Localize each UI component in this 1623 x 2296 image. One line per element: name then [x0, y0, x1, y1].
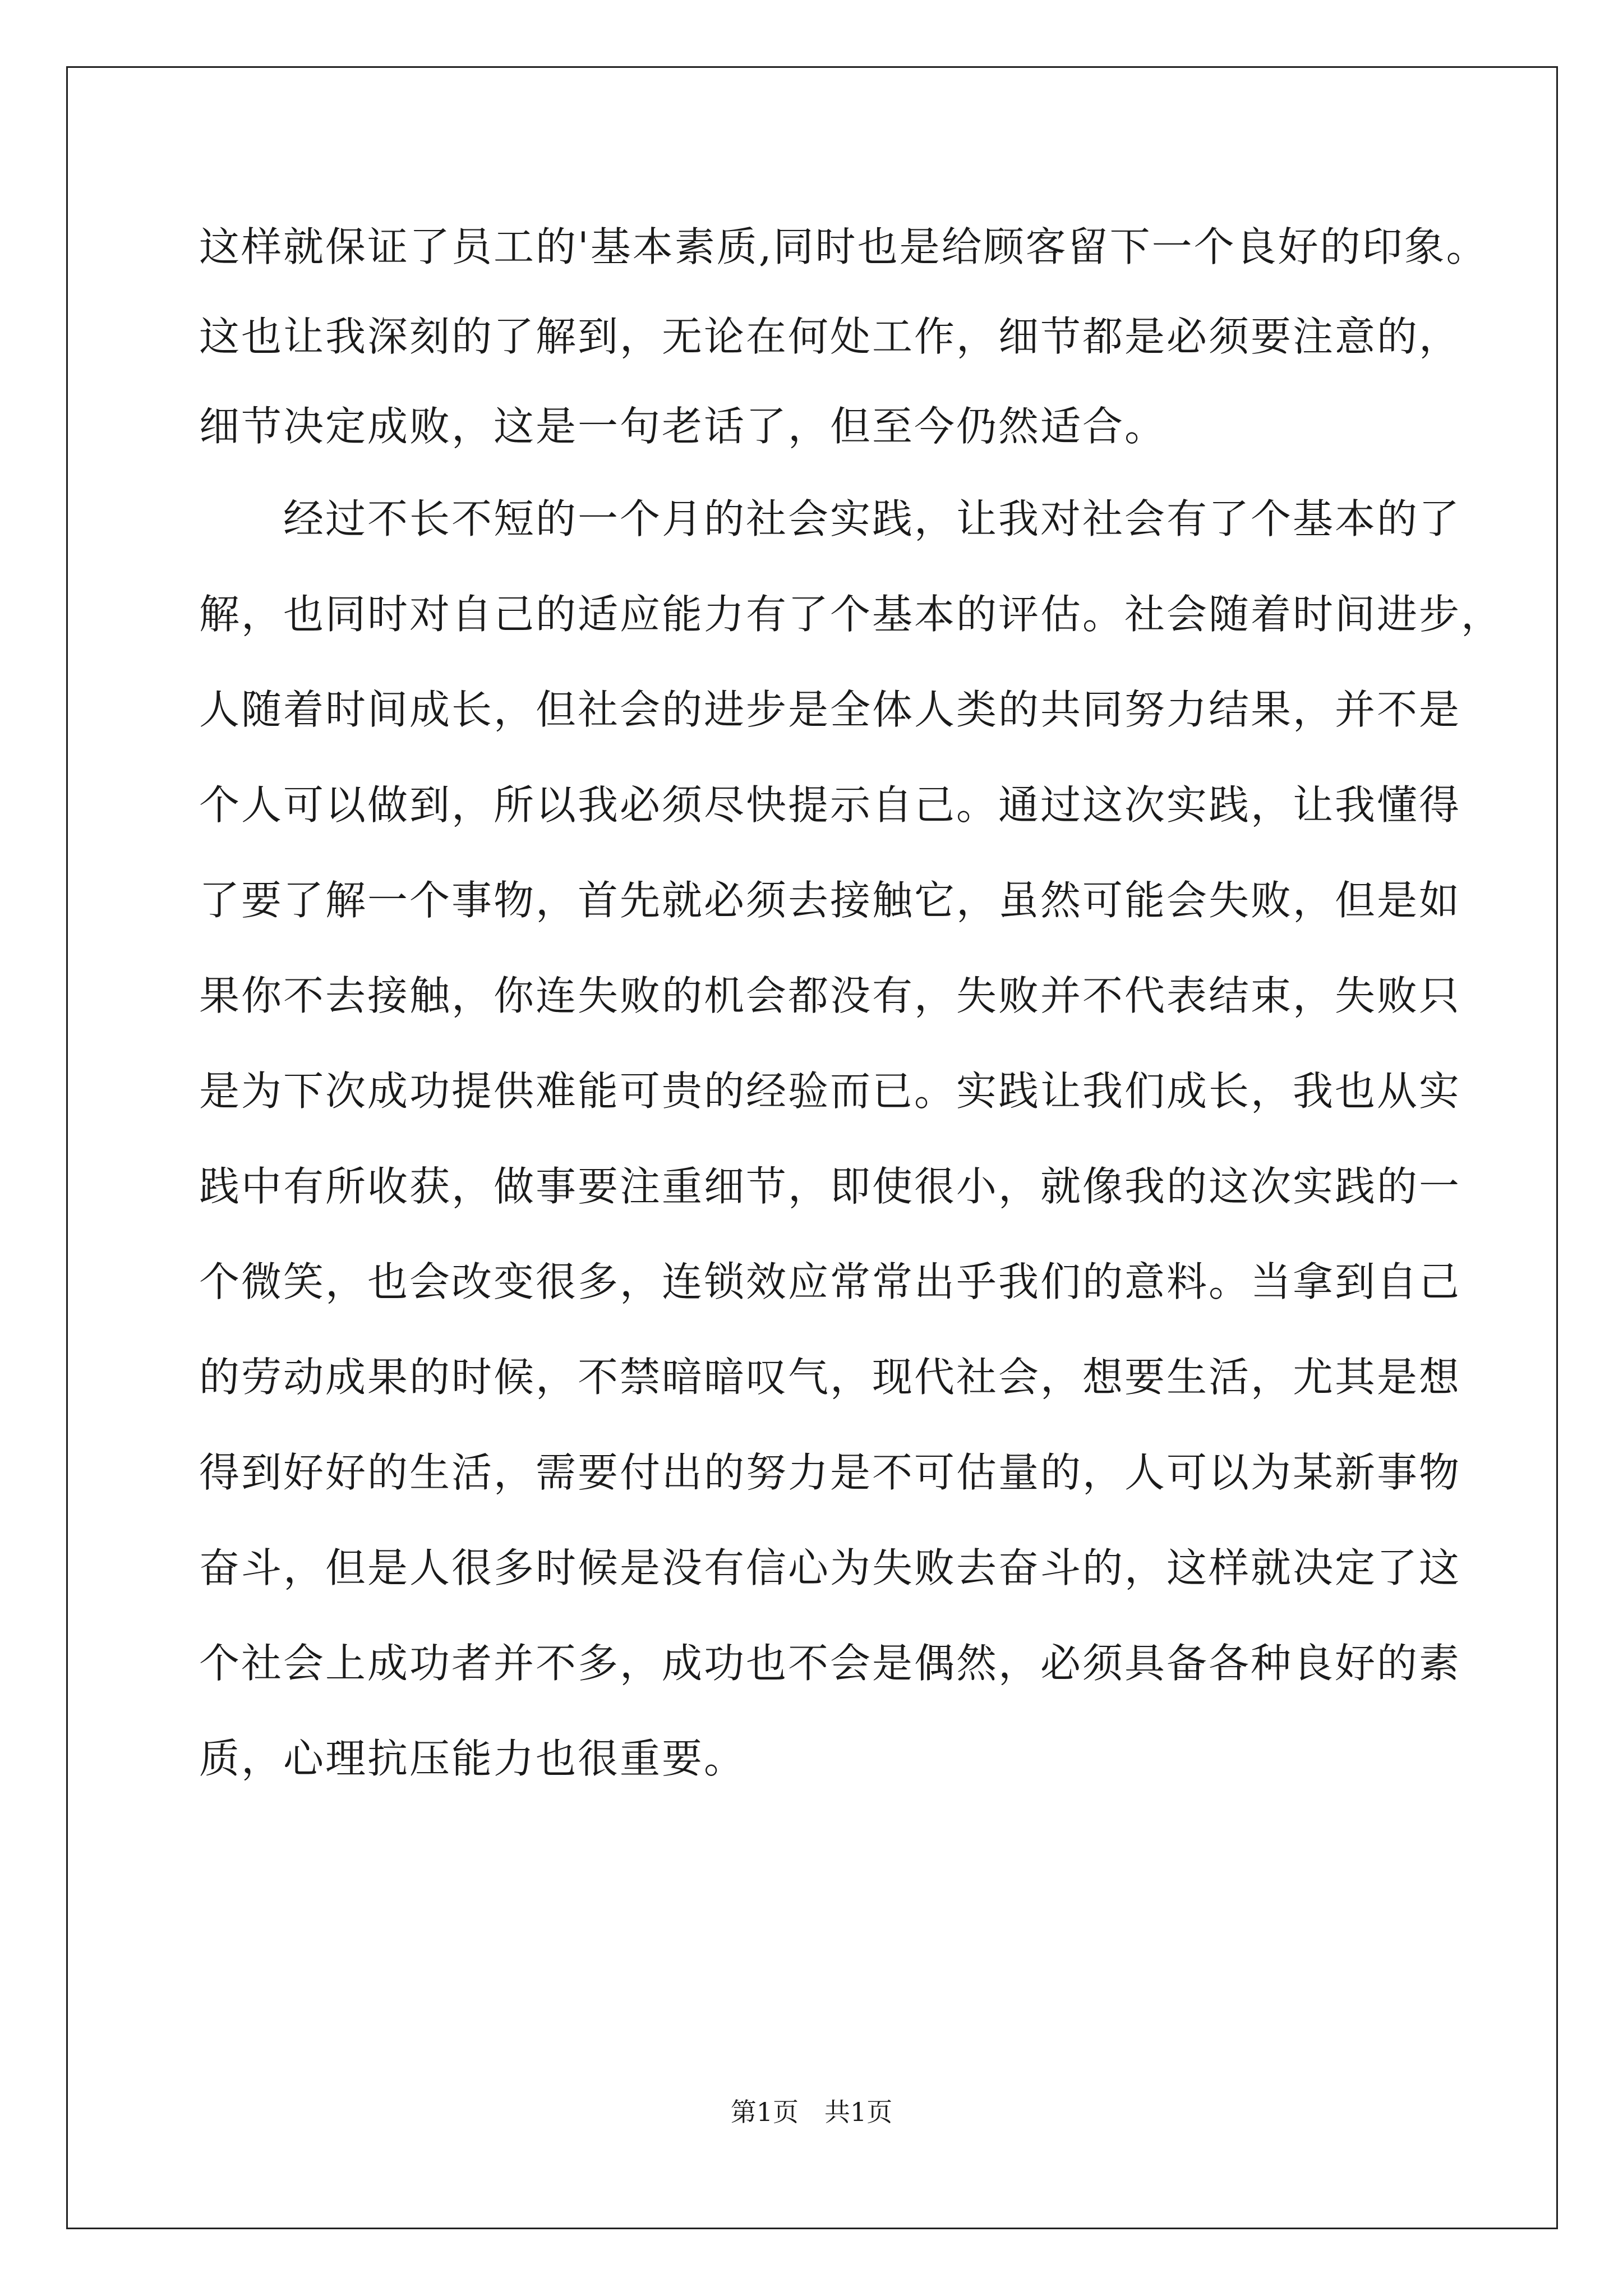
text-line: 人随着时间成长，但社会的进步是全体人类的共同努力结果，并不是 [199, 686, 1461, 733]
text-line: 这也让我深刻的了解到，无论在何处工作，细节都是必须要注意的， [199, 313, 1461, 360]
text-line: 质，心理抗压能力也很重要。 [199, 1735, 746, 1782]
text-line: 解，也同时对自己的适应能力有了个基本的评估。社会随着时间进步， [199, 591, 1504, 638]
text-line: 经过不长不短的一个月的社会实践，让我对社会有了个基本的了 [199, 495, 1461, 542]
page-border [66, 66, 1558, 2229]
text-line: 个人可以做到，所以我必须尽快提示自己。通过这次实践，让我懂得 [199, 781, 1461, 829]
text-line: 果你不去接触，你连失败的机会都没有，失败并不代表结束，失败只 [199, 972, 1461, 1019]
text-line: 个社会上成功者并不多，成功也不会是偶然，必须具备各种良好的素 [199, 1640, 1461, 1687]
text-line: 得到好好的生活，需要付出的努力是不可估量的，人可以为某新事物 [199, 1449, 1461, 1496]
text-line: 细节决定成败，这是一句老话了，但至今仍然适合。 [199, 403, 1167, 450]
text-line: 个微笑，也会改变很多，连锁效应常常出乎我们的意料。当拿到自己 [199, 1258, 1461, 1305]
text-line: 践中有所收获，做事要注重细节，即使很小，就像我的这次实践的一 [199, 1163, 1461, 1210]
text-line: 了要了解一个事物，首先就必须去接触它，虽然可能会失败，但是如 [199, 877, 1461, 924]
text-line: 这样就保证了员工的'基本素质,同时也是给顾客留下一个良好的印象。 [199, 223, 1488, 270]
page-number: 第1页 共1页 [730, 2097, 893, 2127]
text-line: 的劳动成果的时候，不禁暗暗叹气，现代社会，想要生活，尤其是想 [199, 1354, 1461, 1401]
text-line: 奋斗，但是人很多时候是没有信心为失败去奋斗的，这样就决定了这 [199, 1544, 1461, 1591]
text-line: 是为下次成功提供难能可贵的经验而已。实践让我们成长，我也从实 [199, 1068, 1461, 1115]
